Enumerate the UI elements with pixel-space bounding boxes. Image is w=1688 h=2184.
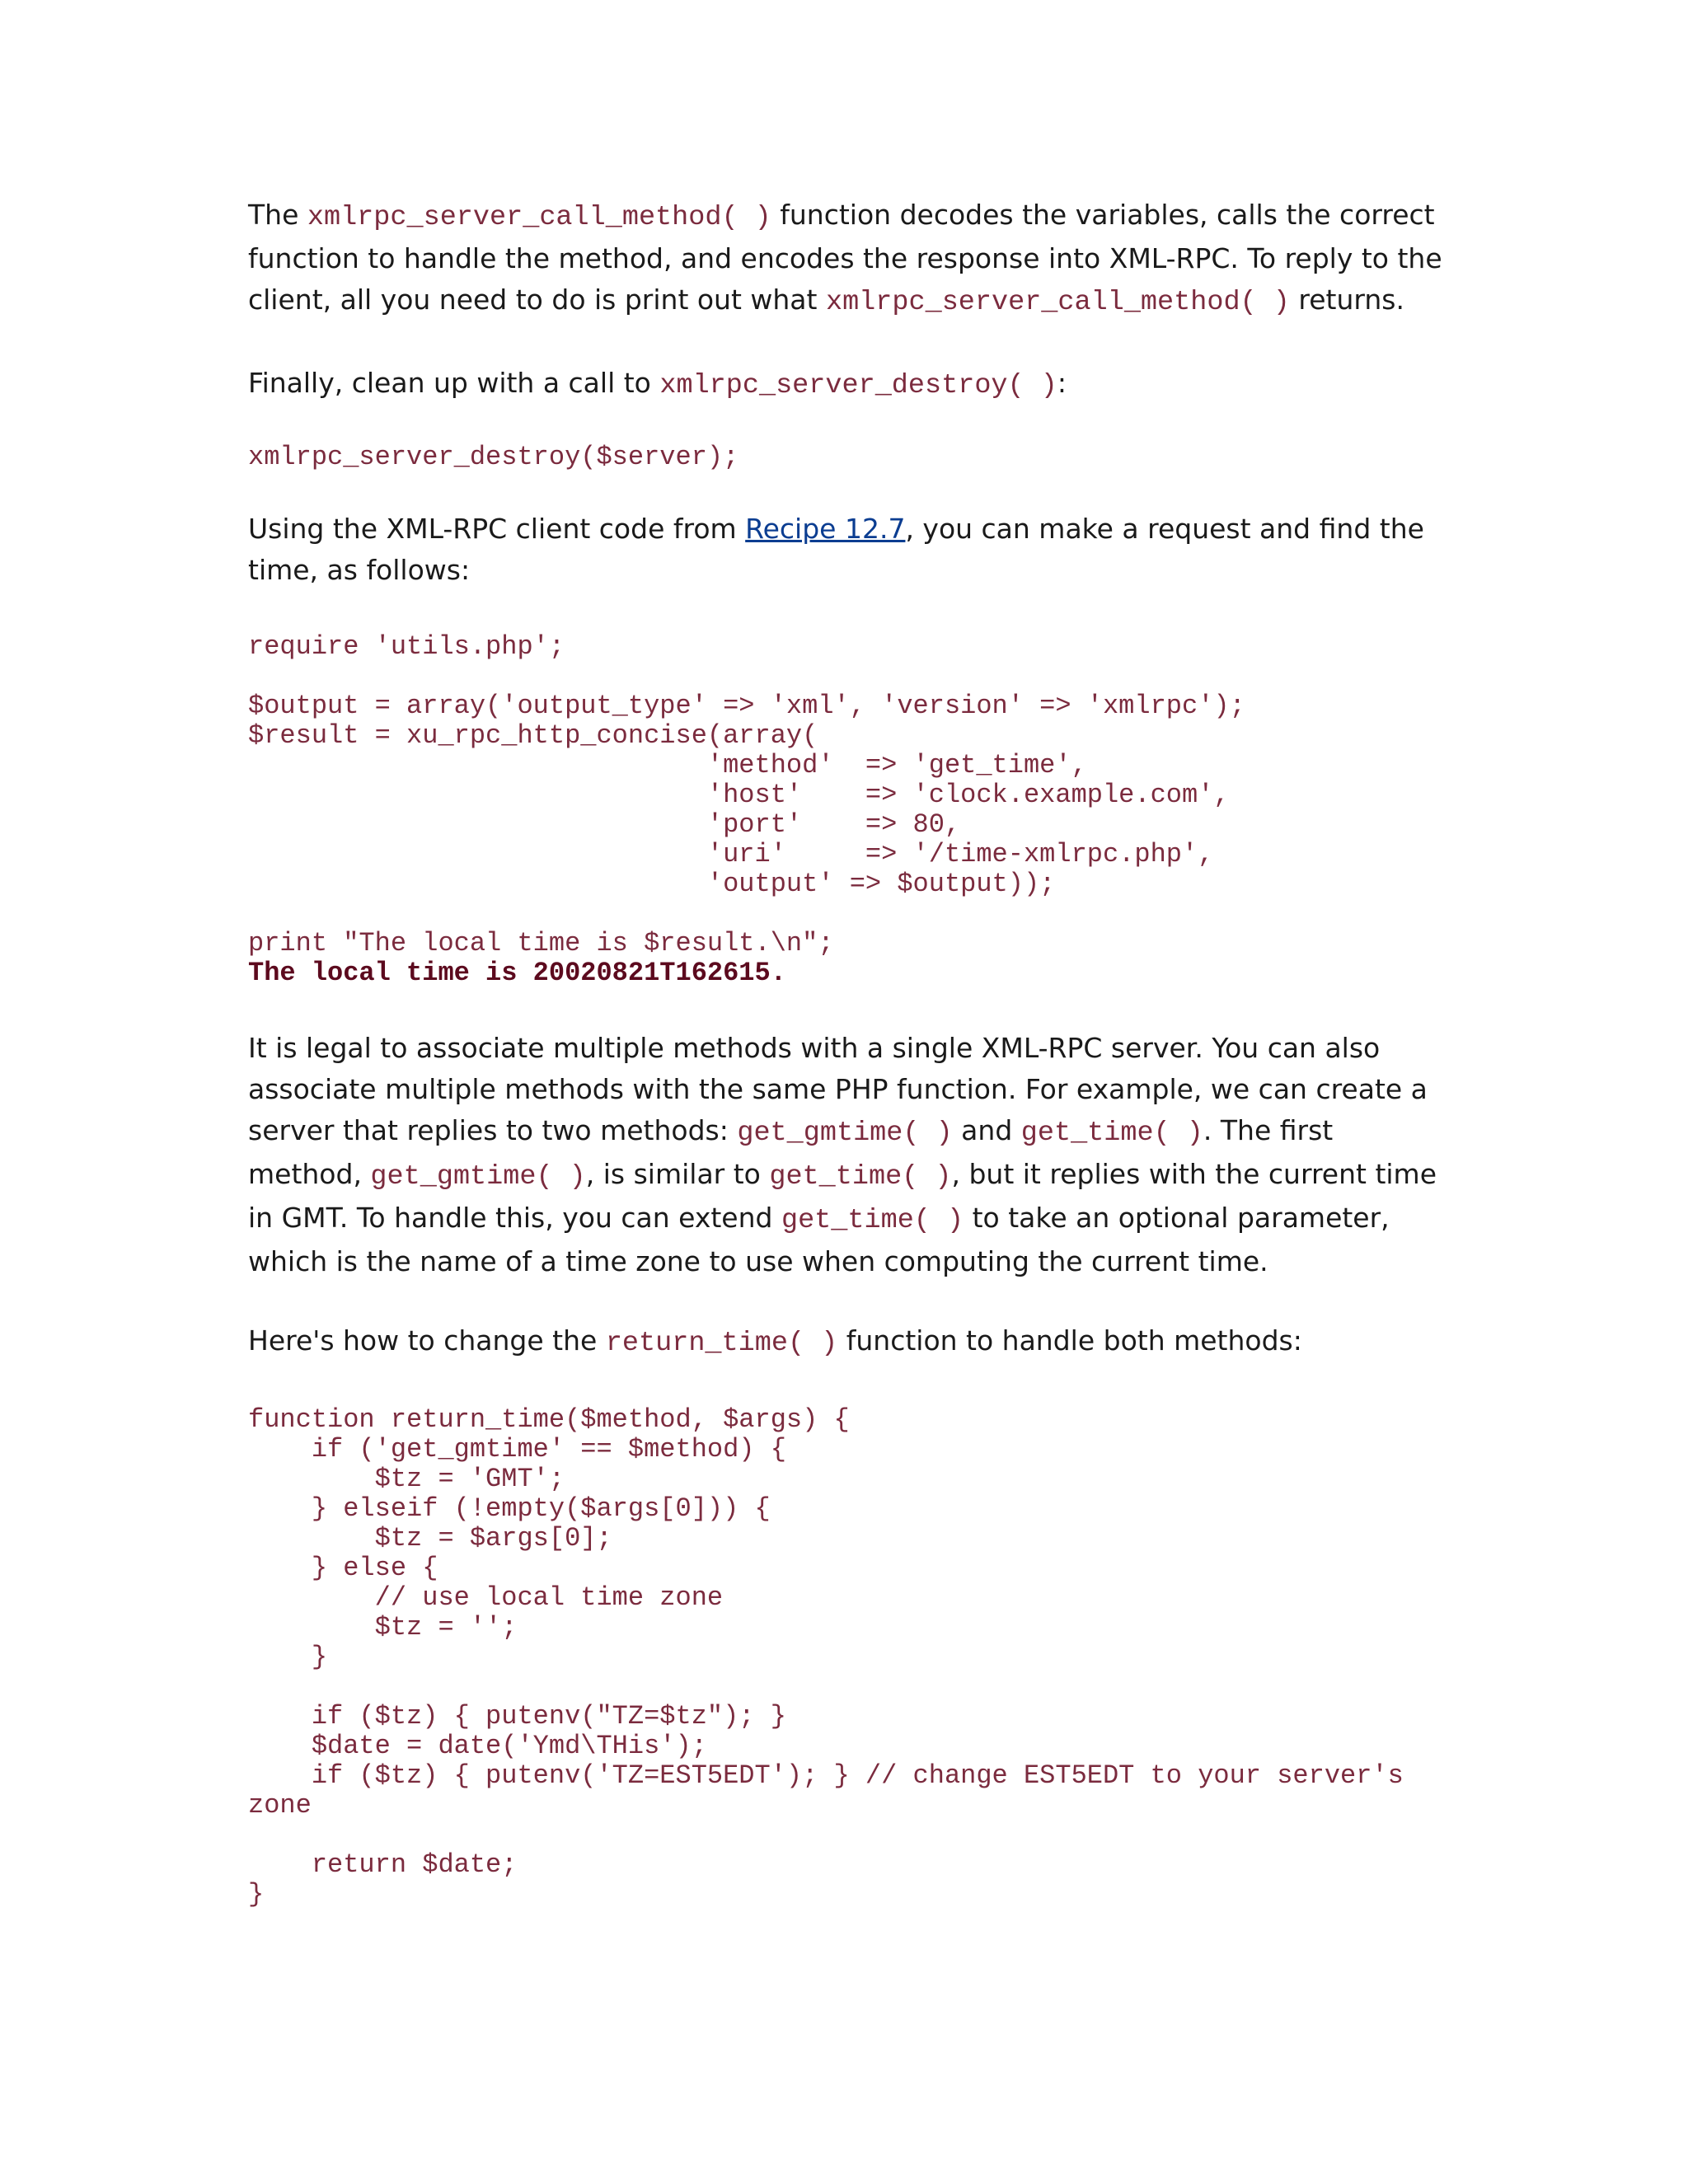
code-output: The local time is 20020821T162615.: [248, 958, 786, 988]
inline-code: get_time( ): [781, 1205, 964, 1236]
code-block-destroy: xmlrpc_server_destroy($server);: [248, 442, 739, 472]
text: , is similar to: [585, 1158, 770, 1190]
text: function decodes the variables, calls the correct function to handle the method, and encodes the response into XML-RPC. To reply to the client, all you need to do is print out what: [248, 199, 1442, 316]
inline-code: xmlrpc_server_destroy( ): [659, 370, 1057, 401]
code-block-client-request: [248, 632, 1443, 988]
text: returns.: [1289, 284, 1404, 316]
code-text: require 'utils.php'; $output = array('output_type' => 'xml', 'version' => 'xmlrpc'); $result = xu_rpc_http_concise(array( 'method' => 'get_time', 'host' => 'clock.example.com', 'port' => 80, 'uri' => '/time-xmlrpc.php', 'output' => $output)); print "The local time is $result.\n";: [248, 631, 1245, 958]
text: and: [952, 1114, 1021, 1146]
document-page: [248, 194, 1443, 1910]
inline-code: xmlrpc_server_call_method( ): [307, 202, 771, 233]
inline-code: get_gmtime( ): [737, 1118, 953, 1149]
inline-code: get_time( ): [1020, 1118, 1203, 1149]
inline-code: get_gmtime( ): [370, 1161, 586, 1193]
text: Here's how to change the: [248, 1324, 606, 1357]
paragraph-cleanup: [248, 363, 1443, 406]
inline-code: xmlrpc_server_call_method( ): [825, 287, 1290, 318]
paragraph-client-code: [248, 509, 1443, 591]
text: . The first method,: [248, 1114, 1334, 1190]
text: , you can make a request and find the time, as follows:: [248, 513, 1424, 586]
text: The: [248, 199, 307, 231]
text: Finally, clean up with a call to: [248, 367, 660, 399]
text: Using the XML-RPC client code from: [248, 513, 746, 545]
paragraph-call-method: [248, 194, 1443, 323]
code-block-return-time: function return_time($method, $args) { if ('get_gmtime' == $method) { $tz = 'GMT'; } elseif (!empty($args[0])) { $tz = $args[0]; } else { // use local time zone $tz = ''; } if ($tz) { putenv("TZ=$tz"); } $date = date('Ymd\THis'); if ($tz) { putenv('TZ=EST5EDT'); } // change EST5EDT to your server's zone return $date; }: [248, 1404, 1404, 1910]
inline-code: return_time( ): [605, 1328, 838, 1359]
text: to take an optional parameter, which is the name of a time zone to use when computing the current time.: [248, 1202, 1390, 1277]
inline-code: get_time( ): [769, 1161, 952, 1193]
text: , but it replies with the current time in GMT. To handle this, you can extend: [248, 1158, 1437, 1234]
text: It is legal to associate multiple methods with a single XML-RPC server. You can also associate multiple methods with the same PHP function. For example, we can create a server that replies to two methods:: [248, 1032, 1428, 1146]
paragraph-multiple-methods: [248, 1028, 1443, 1282]
recipe-link[interactable]: Recipe 12.7: [745, 513, 906, 545]
text: :: [1057, 367, 1067, 399]
paragraph-return-time: [248, 1320, 1443, 1364]
text: function to handle both methods:: [837, 1324, 1302, 1357]
